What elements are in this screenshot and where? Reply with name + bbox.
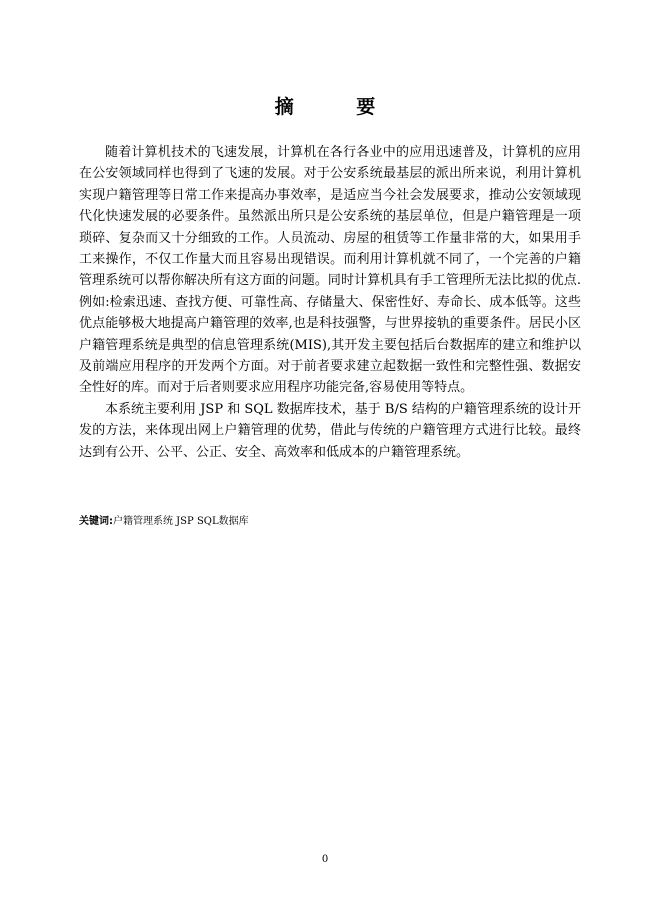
page-number: 0 bbox=[321, 854, 329, 865]
abstract-paragraph-2: 本系统主要利用 JSP 和 SQL 数据库技术，基于 B/S 结构的户籍管理系统的设计开发的方法，来体现出网上户籍管理的优势，借此与传统的户籍管理方式进行比较。最终达到有公开、公平、公正、安全、高效率和低成本的户籍管理系统。 bbox=[79, 401, 581, 460]
abstract-paragraph-1: 随着计算机技术的飞速发展，计算机在各行各业中的应用迅速普及，计算机的应用在公安领域同样也得到了飞速的发展。对于公安系统最基层的派出所来说，利用计算机实现户籍管理等日常工作来提高办事效率，是适应当今社会发展要求，推动公安领域现代化快速发展的必要条件。虽然派出所只是公安系统的基层单位，但是户籍管理是一项琐碎、复杂而又十分细致的工作。人员流动、房屋的租赁等工作量非常的大，如果用手工来操作，不仅工作量大而且容易出现错误。而利用计算机就不同了，一个完善的户籍管理系统可以帮你解决所有这方面的问题。同时计算机具有手工管理所无法比拟的优点.例如:检索迅速、查找方便、可靠性高、存储量大、保密性好、寿命长、成本低等。这些优点能够极大地提高户籍管理的效率,也是科技强警，与世界接轨的重要条件。居民小区户籍管理系统是典型的信息管理系统(MIS),其开发主要包括后台数据库的建立和维护以及前端应用程序的开发两个方面。对于前者要求建立起数据一致性和完整性强、数据安全性好的库。而对于后者则要求应用程序功能完备,容易使用等特点。 bbox=[79, 145, 581, 396]
keywords-value: 户籍管理系统 JSP SQL数据库 bbox=[113, 516, 249, 527]
keywords-line bbox=[79, 515, 581, 529]
abstract-body bbox=[79, 142, 581, 463]
abstract-title: 摘 要 bbox=[274, 96, 404, 118]
keywords-label: 关键词: bbox=[79, 516, 113, 527]
